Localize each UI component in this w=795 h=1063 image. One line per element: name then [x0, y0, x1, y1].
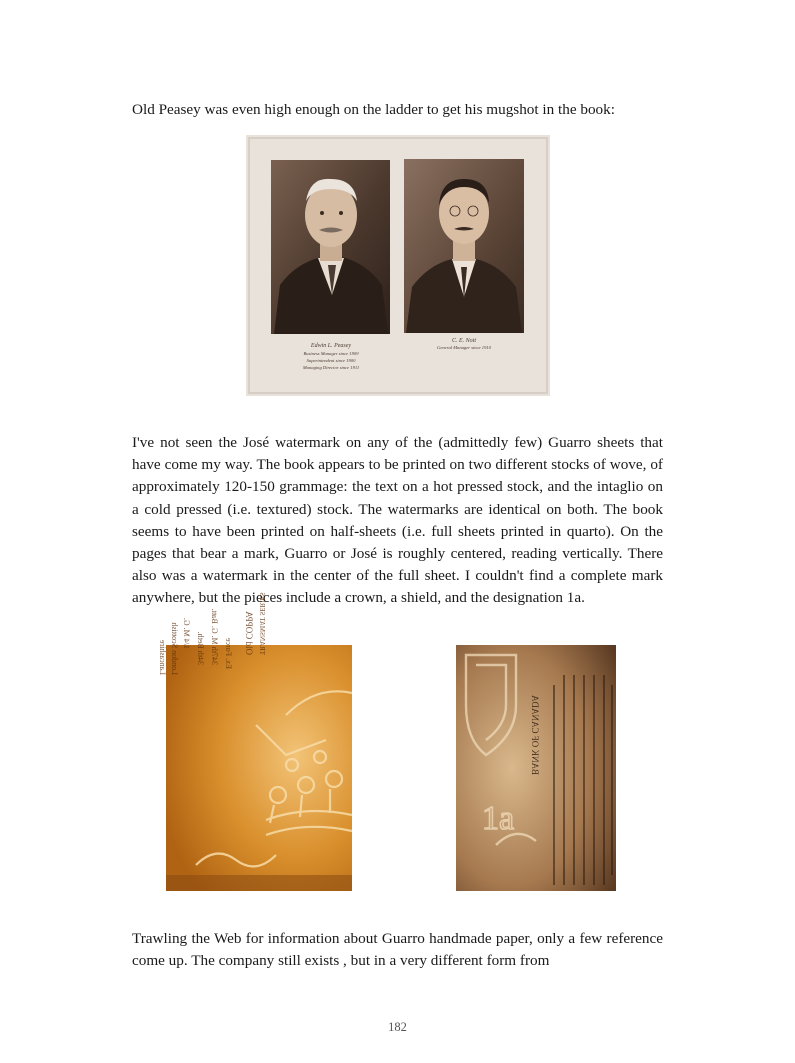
- portrait-left-caption-line: Business Manager since 1909: [303, 351, 359, 356]
- mirrored-text-line: 1/4 M. G.: [182, 617, 191, 649]
- mirrored-text-line: London Scottish: [170, 622, 179, 675]
- mirrored-text-line: Old COPPA: [244, 611, 254, 655]
- page-number: 182: [388, 1020, 407, 1034]
- mirrored-text-line: 347th M. G. Batt.: [210, 608, 219, 665]
- mirrored-text-line: Ex. Force: [224, 637, 233, 669]
- watermark-paragraph: I've not seen the José watermark on any of the (admittedly few) Guarro sheets that have come my way. The book appears to be printed on two different stocks of wove, of approximately 120-150 grammage: the text on a hot pressed stock, and the intaglio on a cold pressed (i.e. textured) stock. The watermarks are identical on both. The book seems to have been printed on half-sheets (i.e. full sheets printed in quarto). On the pages that bear a mark, Guarro or José is roughly centered, reading vertically. There also was a watermark in the center of the full sheet. I couldn't find a complete mark anywhere, but the pieces include a crown, a shield, and the designation 1a.: [132, 434, 663, 607]
- portrait-right-caption-line: General Manager since 1910: [437, 345, 491, 350]
- portrait-right-photo: [404, 159, 524, 350]
- mirrored-text-line: TRANSMAT SERIES: [258, 592, 266, 655]
- watermark-photo-right: [456, 645, 616, 891]
- portrait-plate-image: [246, 135, 550, 396]
- intro-paragraph: Old Peasey was even high enough on the ladder to get his mugshot in the book:: [132, 101, 615, 118]
- mirrored-heading: BANK OF CANADA: [530, 694, 540, 775]
- watermark-photo-left: [158, 592, 352, 891]
- mirrored-text-line: 34th Beth.: [196, 631, 205, 665]
- portrait-left-caption-name: Edwin L. Peasey: [310, 343, 352, 349]
- portrait-left-caption-line: Superintendent since 1900: [306, 358, 356, 363]
- portrait-left-caption-line: Managing Director since 1911: [302, 365, 360, 370]
- mirrored-text-line: Lancashire: [158, 639, 167, 675]
- watermark-designation: 1a: [482, 800, 515, 837]
- web-search-paragraph: Trawling the Web for information about Guarro handmade paper, only a few reference come up. The company still exists , but in a very different form from: [132, 930, 663, 970]
- portrait-right-caption-name: C. E. Nott: [451, 338, 477, 344]
